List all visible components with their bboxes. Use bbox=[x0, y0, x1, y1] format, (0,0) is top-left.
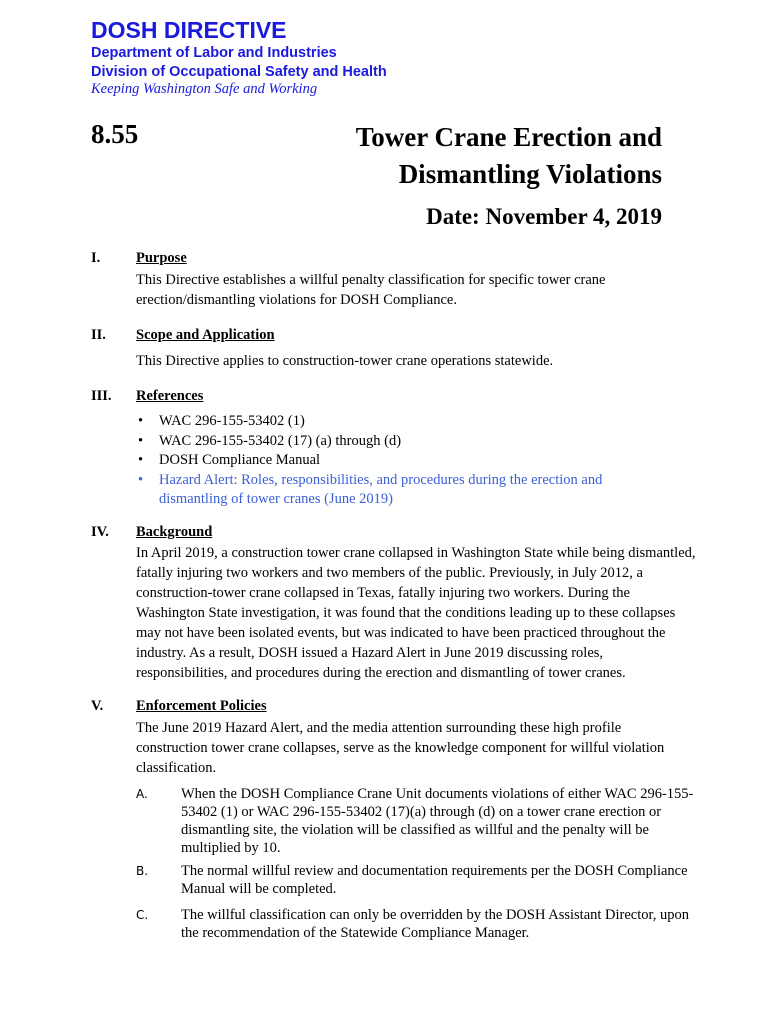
header-title: DOSH DIRECTIVE bbox=[91, 17, 287, 43]
section-numeral: II. bbox=[91, 327, 106, 343]
section-numeral: I. bbox=[91, 250, 101, 266]
item-letter: C. bbox=[136, 908, 149, 922]
item-text: The willful classification can only be overridden by the DOSH Assistant Director, upon the recommendation of the Statewide Compliance Manager. bbox=[181, 907, 690, 941]
reference-item: • DOSH Compliance Manual bbox=[136, 451, 666, 471]
section-heading: References bbox=[136, 388, 204, 404]
section-heading: Scope and Application bbox=[136, 327, 275, 343]
item-letter: A. bbox=[136, 787, 148, 801]
header-division: Division of Occupational Safety and Health bbox=[91, 64, 387, 80]
directive-number: 8.55 bbox=[91, 119, 139, 149]
hazard-alert-link[interactable]: • Hazard Alert: Roles, responsibilities, and procedures during the erection and dismantling of tower cranes (June 2019) bbox=[136, 471, 666, 510]
item-text: When the DOSH Compliance Crane Unit documents violations of either WAC 296-155-53402 (1) or WAC 296-155-53402 (17)(a) through (d) on a tower crane erection or dismantling site, the violation will be classified as willful and the penalty will be multiplied by 10. bbox=[181, 786, 694, 856]
section-text: The June 2019 Hazard Alert, and the media attention surrounding these high profile construction tower crane collapses, serve as the knowledge component for willful violation classification. bbox=[136, 720, 665, 776]
section-numeral: V. bbox=[91, 698, 104, 714]
item-text: The normal willful review and documentation requirements per the DOSH Compliance Manual will be completed. bbox=[181, 863, 688, 897]
header-department: Department of Labor and Industries bbox=[91, 45, 337, 61]
section-text: This Directive applies to construction-tower crane operations statewide. bbox=[136, 353, 554, 369]
reference-item: • WAC 296-155-53402 (17) (a) through (d) bbox=[136, 432, 666, 452]
section-text: This Directive establishes a willful penalty classification for specific tower crane erection/dismantling violations for DOSH Compliance. bbox=[136, 272, 606, 308]
section-heading: Background bbox=[136, 524, 213, 540]
section-numeral: IV. bbox=[91, 524, 109, 540]
section-heading: Enforcement Policies bbox=[136, 698, 267, 714]
section-numeral: III. bbox=[91, 388, 112, 404]
references-list bbox=[136, 412, 666, 510]
item-letter: B. bbox=[136, 864, 149, 878]
section-text: In April 2019, a construction tower crane collapsed in Washington State while being dismantled, fatally injuring two workers and two members of the public. Previously, in July 2012, a construction-tower crane collapsed in Texas, fatally injuring two workers. During the Washington State investigation, it was found that the conditions leading up to these collapses may not have been isolated events, but was indicated to have been practiced throughout the industry. As a result, DOSH issued a Hazard Alert in June 2019 discussing roles, responsibilities, and procedures during the erection and dismantling of tower cranes. bbox=[136, 545, 696, 681]
section-heading: Purpose bbox=[136, 250, 187, 266]
reference-item: • WAC 296-155-53402 (1) bbox=[136, 412, 666, 432]
header-tagline: Keeping Washington Safe and Working bbox=[91, 81, 318, 97]
directive-date: Date: November 4, 2019 bbox=[426, 204, 662, 229]
directive-title: Tower Crane Erection and Dismantling Violations bbox=[355, 122, 662, 189]
